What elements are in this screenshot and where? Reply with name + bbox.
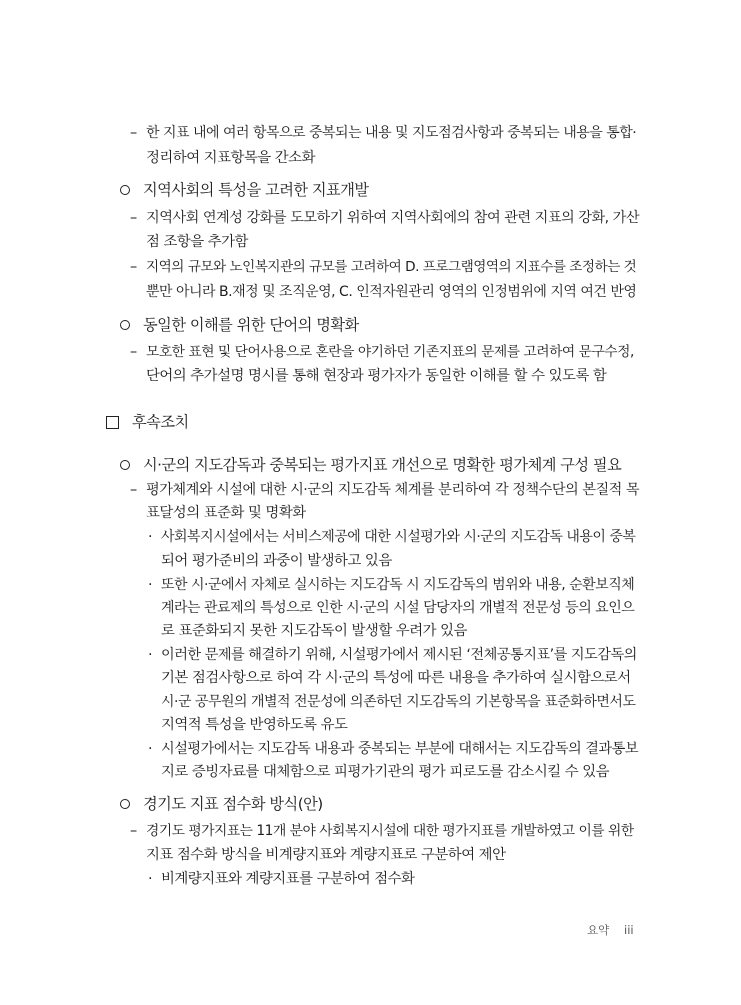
text-line: 한 지표 내에 여러 항목으로 중복되는 내용 및 지도점검사항과 중복되는 내용을 통합· (146, 125, 637, 141)
text-line: 로 표준화되지 못한 지도감독이 발생할 우려가 있음 (161, 623, 467, 639)
section-heading: 경기도 지표 점수화 방식(안) (143, 795, 323, 813)
text-line: 기본 점검사항으로 하여 각 시·군의 특성에 따른 내용을 추가하여 실시함으로서 (161, 670, 631, 686)
section-heading: 동일한 이해를 위한 단어의 명확화 (143, 316, 359, 334)
chapter-heading: 후속조치 (132, 413, 189, 431)
circle-bullet-icon (120, 185, 130, 195)
text-line: 경기도 평가지표는 11개 분야 사회복지시설에 대한 평가지표를 개발하였고 이를 위한 (146, 823, 634, 839)
text-line: 시설평가에서는 지도감독 내용과 중복되는 부분에 대해서는 지도감독의 결과통보 (161, 741, 639, 757)
text-line: 또한 시·군에서 자체로 실시하는 지도감독 시 지도감독의 범위와 내용, 순환보직체 (161, 577, 635, 593)
text-line: 단어의 추가설명 명시를 통해 현장과 평가자가 동일한 이해를 할 수 있도록 함 (146, 368, 607, 384)
dot-marker: · (148, 741, 153, 757)
dash-marker: – (130, 482, 138, 498)
text-line: 지역의 규모와 노인복지관의 규모를 고려하여 D. 프로그램영역의 지표수를 조정하는 것 (146, 259, 637, 275)
footer-label: 요약 (587, 923, 610, 937)
square-bullet-icon (106, 416, 119, 429)
page-number: iii (624, 923, 634, 937)
dot-marker: · (148, 529, 153, 545)
text-line: 지역사회 연계성 강화를 도모하기 위하여 지역사회에의 참여 관련 지표의 강화, 가산 (146, 210, 640, 226)
text-line: 시·군 공무원의 개별적 전문성에 의존하던 지도감독의 기본항목을 표준화하면서도 (161, 694, 636, 710)
text-line: 지표 점수화 방식을 비계량지표와 계량지표로 구분하여 제안 (146, 847, 506, 863)
dash-marker: – (130, 344, 138, 360)
text-line: 되어 평가준비의 과중이 발생하고 있음 (161, 553, 392, 569)
section-heading: 시·군의 지도감독과 중복되는 평가지표 개선으로 명확한 평가체계 구성 필요 (143, 456, 622, 474)
dash-marker: – (130, 210, 138, 226)
dot-marker: · (148, 577, 153, 593)
text-line: 이러한 문제를 해결하기 위해, 시설평가에서 제시된 ‘전체공통지표’를 지도감독의 (161, 647, 637, 663)
text-line: 지로 증빙자료를 대체함으로 피평가기관의 평가 피로도를 감소시킬 수 있음 (161, 764, 610, 780)
dash-marker: – (130, 823, 138, 839)
text-line: 지역적 특성을 반영하도록 유도 (161, 717, 348, 733)
text-line: 점 조항을 추가함 (146, 234, 248, 250)
text-line: 평가체계와 시설에 대한 시·군의 지도감독 체계를 분리하여 각 정책수단의 본질적 목 (146, 482, 640, 498)
dash-marker: – (130, 125, 138, 141)
text-line: 사회복지시설에서는 서비스제공에 대한 시설평가와 시·군의 지도감독 내용이 중복 (161, 529, 636, 545)
text-line: 표달성의 표준화 및 명확화 (146, 505, 306, 521)
text-line: 비계량지표와 계량지표를 구분하여 점수화 (161, 871, 415, 887)
text-line: 계라는 관료제의 특성으로 인한 시·군의 시설 담당자의 개별적 전문성 등의 요인으 (161, 600, 635, 616)
dot-marker: · (148, 871, 153, 887)
dash-marker: – (130, 259, 138, 275)
circle-bullet-icon (120, 460, 130, 470)
circle-bullet-icon (120, 799, 130, 809)
dot-marker: · (148, 647, 153, 663)
section-heading: 지역사회의 특성을 고려한 지표개발 (143, 181, 369, 199)
circle-bullet-icon (120, 320, 130, 330)
text-line: 뿐만 아니라 B.재정 및 조직운영, C. 인적자원관리 영역의 인정범위에 지역 여건 반영 (146, 284, 637, 300)
text-line: 정리하여 지표항목을 간소화 (146, 150, 315, 166)
text-line: 모호한 표현 및 단어사용으로 혼란을 야기하던 기존지표의 문제를 고려하여 문구수정, (146, 344, 634, 360)
